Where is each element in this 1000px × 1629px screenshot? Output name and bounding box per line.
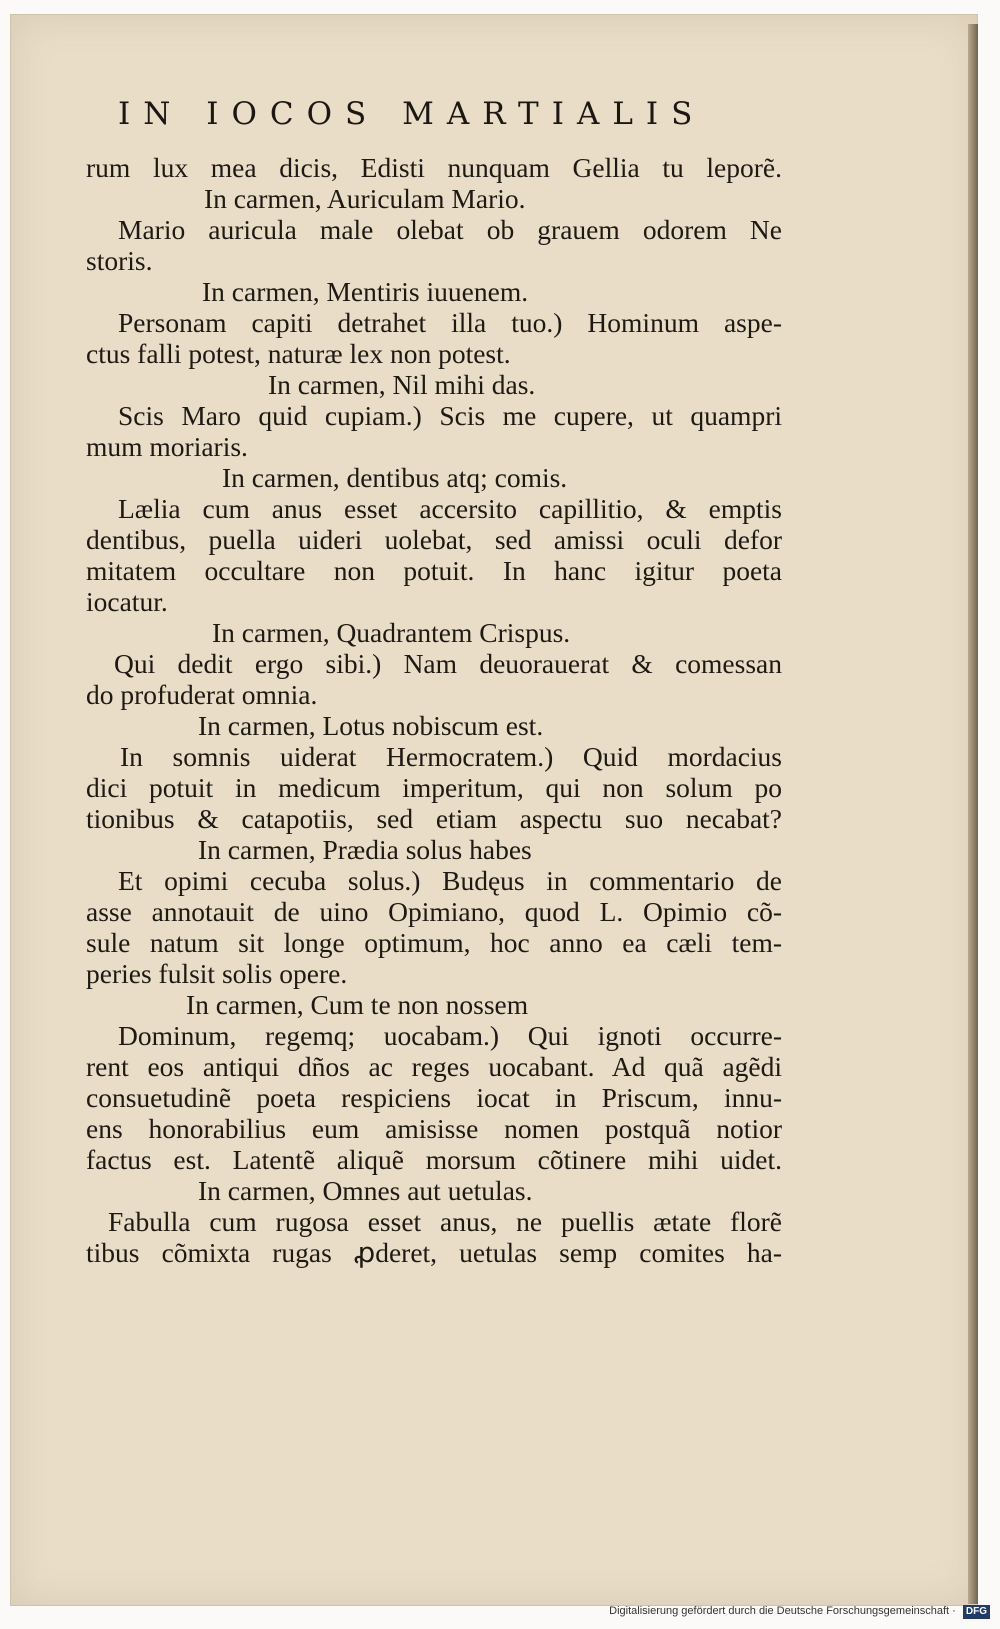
text-line: ctus falli potest, naturæ lex non potest.	[86, 338, 511, 369]
text-line: Qui dedit ergo sibi.) Nam deuorauerat & comessan	[114, 648, 782, 679]
dfg-logo: DFG	[963, 1605, 990, 1619]
text-line: mitatem occultare non potuit. In hanc igitur poeta	[86, 555, 782, 586]
text-line: tibus cõmixta rugas ꝓderet, uetulas semp comites ha-	[86, 1237, 782, 1268]
text-line: dici potuit in medicum imperitum, qui non solum po	[86, 772, 782, 803]
text-line: peries fulsit solis opere.	[86, 958, 348, 989]
body-text	[86, 152, 786, 1268]
text-line: Dominum, regemq; uocabam.) Qui ignoti occurre-	[118, 1020, 782, 1051]
text-line: In somnis uiderat Hermocratem.) Quid mordacius	[120, 741, 782, 772]
section-heading: In carmen, Nil mihi das.	[268, 369, 536, 400]
section-heading: In carmen, Lotus nobiscum est.	[198, 710, 544, 741]
text-line: asse annotauit de uino Opimiano, quod L. Opimio cõ-	[86, 896, 782, 927]
section-heading: In carmen, dentibus atq; comis.	[222, 462, 568, 493]
text-line: factus est. Latentẽ aliquẽ morsum cõtinere mihi uidet.	[86, 1144, 782, 1175]
running-head: IN IOCOS MARTIALIS	[118, 96, 706, 132]
text-line: Personam capiti detrahet illa tuo.) Hominum aspe-	[118, 307, 782, 338]
section-heading: In carmen, Auriculam Mario.	[204, 183, 526, 214]
text-line: rum lux mea dicis, Edisti nunquam Gellia tu leporẽ.	[86, 152, 782, 183]
footer-credit: Digitalisierung gefördert durch die Deutsche Forschungsgemeinschaft ·	[609, 1605, 956, 1617]
section-heading: In carmen, Prædia solus habes	[198, 834, 532, 865]
text-line: Scis Maro quid cupiam.) Scis me cupere, ut quampri	[118, 400, 782, 431]
text-line: mum moriaris.	[86, 431, 248, 462]
text-line: do profuderat omnia.	[86, 679, 318, 710]
text-line: iocatur.	[86, 586, 168, 617]
text-line: Lælia cum anus esset accersito capillitio, & emptis	[118, 493, 782, 524]
text-line: Mario auricula male olebat ob grauem odorem Ne	[118, 214, 782, 245]
text-line: consuetudinẽ poeta respiciens iocat in Priscum, innu-	[86, 1082, 782, 1113]
text-line: ens honorabilius eum amisisse nomen postquã notior	[86, 1113, 782, 1144]
text-line: storis.	[86, 245, 153, 276]
text-line: Fabulla cum rugosa esset anus, ne puellis ætate florẽ	[108, 1206, 782, 1237]
section-heading: In carmen, Quadrantem Crispus.	[212, 617, 571, 648]
text-line: tionibus & catapotiis, sed etiam aspectu suo necabat?	[86, 803, 782, 834]
digitization-footer	[609, 1605, 990, 1619]
text-line: rent eos antiqui dños ac reges uocabant. Ad quã agẽdi	[86, 1051, 782, 1082]
section-heading: In carmen, Omnes aut uetulas.	[198, 1175, 533, 1206]
text-line: sule natum sit longe optimum, hoc anno ea cæli tem-	[86, 927, 782, 958]
section-heading: In carmen, Mentiris iuuenem.	[202, 276, 529, 307]
text-line: Et opimi cecuba solus.) Budęus in commentario de	[118, 865, 782, 896]
text-line: dentibus, puella uideri uolebat, sed amissi oculi defor	[86, 524, 782, 555]
section-heading: In carmen, Cum te non nossem	[186, 989, 529, 1020]
page-edge	[968, 24, 978, 1604]
